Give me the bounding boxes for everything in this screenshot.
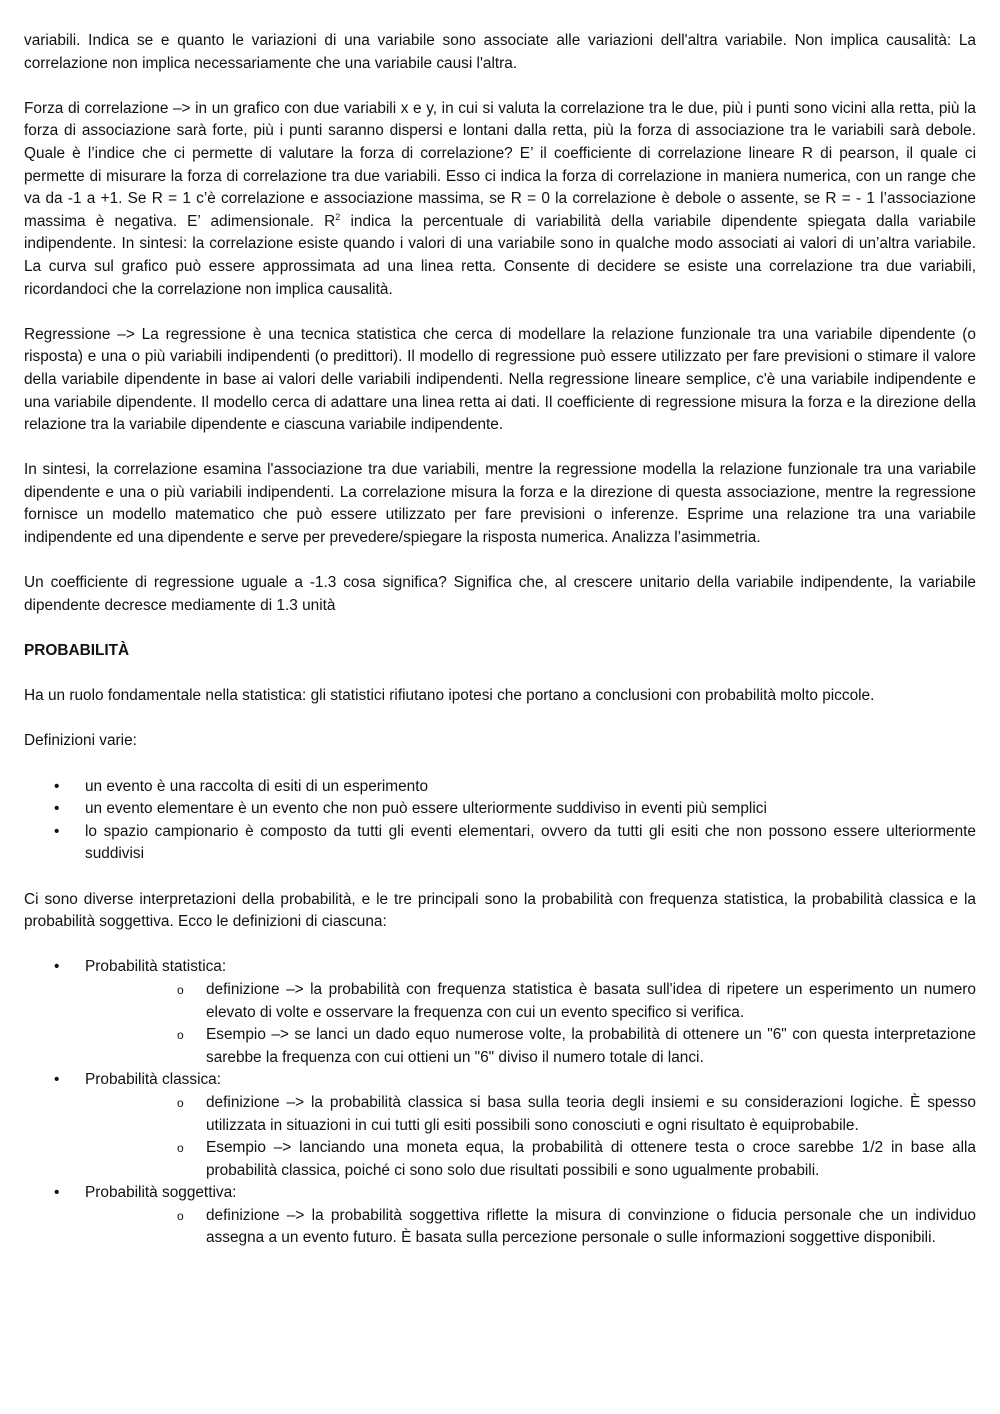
section-heading-probability: PROBABILITÀ xyxy=(24,642,130,660)
paragraph-summary: In sintesi, la correlazione esamina l'associazione tra due variabili, mentre la regressione modella la relazione funzionale tra una variabile dipendente e una o più variabili indipendenti. La correlazione misura la forza e la direzione di questa associazione, mentre la regressione fornisce un modello matematico che può essere utilizzato per fare previsioni o inferenze. Esprime una relazione tra una variabile indipendente ed una dipendente e serve per prevedere/spiegare la risposta numerica. Analizza l’asimmetria. xyxy=(24,461,976,547)
sub-list-item xyxy=(24,1092,976,1137)
list-item xyxy=(24,798,976,821)
bullet-icon: • xyxy=(54,958,60,976)
bullet-icon: • xyxy=(54,1184,60,1202)
bullet-icon: • xyxy=(54,1071,60,1089)
sub-list-item xyxy=(24,1137,976,1182)
list-item-text: un evento è una raccolta di esiti di un esperimento xyxy=(85,777,429,795)
bullet-icon: • xyxy=(54,822,60,840)
list-item xyxy=(24,776,976,799)
paragraph-definitions-label: Definizioni varie: xyxy=(24,732,137,750)
sub-list xyxy=(85,1092,976,1182)
probability-types-list xyxy=(24,956,976,1250)
paragraph-probability-intro: Ha un ruolo fondamentale nella statistica: gli statistici rifiutano ipotesi che portano a conclusioni con probabilità molto piccole. xyxy=(24,687,875,705)
definitions-list xyxy=(24,776,976,866)
sub-list-item xyxy=(24,1205,976,1250)
paragraph-correlation-intro: variabili. Indica se e quanto le variazioni di una variabile sono associate alle variazioni dell'altra variabile. Non implica causalità: La correlazione non implica necessariamente che una variabile causi l'altra. xyxy=(24,32,976,72)
correlation-strength-text-cont: indica la percentuale di variabilità della variabile dipendente spiegata dalla variabile indipendente. In sintesi: la correlazione esiste quando i valori di una variabile sono in qualche modo associati ai valori di un’altra variabile. La curva sul grafico può essere approssimata ad una linea retta. Consente di decidere se esiste una correlazione tra due variabili, ricordandoci che la correlazione non implica causalità. xyxy=(24,212,976,298)
paragraph-correlation-strength xyxy=(24,98,976,301)
sub-item-text: definizione –> la probabilità con frequenza statistica è basata sull'idea di ripetere un esperimento un numero elevato di volte e osservare la frequenza con cui un evento specifico si verifica. xyxy=(206,980,976,1021)
circle-bullet-icon: o xyxy=(177,1095,184,1110)
bullet-icon: • xyxy=(54,777,60,795)
sub-item-text: definizione –> la probabilità classica si basa sulla teoria degli insiemi e su considerazioni logiche. È spesso utilizzata in situazioni in cui tutti gli esiti possibili sono conosciuti e ogni risultato è equiprobabile. xyxy=(206,1093,976,1134)
probability-type-soggettiva xyxy=(24,1182,976,1250)
superscript-2: 2 xyxy=(335,211,341,222)
list-item-text: lo spazio campionario è composto da tutti gli eventi elementari, ovvero da tutti gli esiti che non possono essere ulteriormente suddivisi xyxy=(85,822,976,863)
bullet-icon: • xyxy=(54,800,60,818)
probability-type-title: Probabilità classica: xyxy=(85,1071,222,1089)
list-item xyxy=(24,821,976,866)
sub-list-item xyxy=(24,1024,976,1069)
paragraph-regression-coefficient: Un coefficiente di regressione uguale a -1.3 cosa significa? Significa che, al crescere unitario della variabile indipendente, la variabile dipendente decresce mediamente di 1.3 unità xyxy=(24,574,976,614)
sub-item-text: definizione –> la probabilità soggettiva riflette la misura di convinzione o fiducia personale che un individuo assegna a un evento futuro. È basata sulla percezione personale o sulle informazioni soggettive disponibili. xyxy=(206,1206,976,1247)
circle-bullet-icon: o xyxy=(177,982,184,997)
correlation-strength-text: Forza di correlazione –> in un grafico con due variabili x e y, in cui si valuta la correlazione tra le due, più i punti sono vicini alla retta, più la forza di associazione sarà forte, più i punti saranno dispersi e lontani dalla retta, più la forza di associazione tra le variabili sarà debole. Quale è l’indice che ci permette di valutare la forza di correlazione? E’ il coefficiente di correlazione lineare R di pearson, il quale ci permette di misurare la forza di correlazione tra due variabili. Esso ci indica la forza di correlazione in maniera numerica, con un range che va da -1 a +1. Se R = 1 c’è correlazione e associazione massima, se R = 0 la correlazione è debole o assente, se R = - 1 l’associazione massima è negativa. E’ adimensionale. R xyxy=(24,99,976,230)
sub-item-text: Esempio –> lanciando una moneta equa, la probabilità di ottenere testa o croce sarebbe 1/2 in base alla probabilità classica, poiché ci sono solo due risultati possibili e sono ugualmente probabili. xyxy=(206,1139,976,1179)
probability-type-statistica xyxy=(24,956,976,1069)
circle-bullet-icon: o xyxy=(177,1141,184,1156)
sub-item-text: Esempio –> se lanci un dado equo numerose volte, la probabilità di ottenere un "6" con questa interpretazione sarebbe la frequenza con cui ottieni un "6" diviso il numero totale di lanci. xyxy=(206,1026,976,1066)
sub-list xyxy=(85,1205,976,1250)
sub-list-item xyxy=(24,979,976,1024)
paragraph-regression: Regressione –> La regressione è una tecnica statistica che cerca di modellare la relazione funzionale tra una variabile dipendente (o risposta) e una o più variabili indipendenti (o predittori). Il modello di regressione può essere utilizzato per fare previsioni o stimare il valore della variabile dipendente in base ai valori delle variabili indipendenti. Nella regressione lineare semplice, c'è una variabile indipendente e una variabile dipendente. Il modello cerca di adattare una linea retta ai dati. Il coefficiente di regressione misura la forza e la direzione della relazione tra la variabile dipendente e ciascuna variabile indipendente. xyxy=(24,325,976,434)
sub-list xyxy=(85,979,976,1069)
paragraph-interpretations: Ci sono diverse interpretazioni della probabilità, e le tre principali sono la probabilità con frequenza statistica, la probabilità classica e la probabilità soggettiva. Ecco le definizioni di ciascuna: xyxy=(24,890,976,931)
circle-bullet-icon: o xyxy=(177,1028,184,1043)
list-item-text: un evento elementare è un evento che non può essere ulteriormente suddiviso in eventi più semplici xyxy=(85,800,767,818)
probability-type-title: Probabilità statistica: xyxy=(85,958,227,976)
circle-bullet-icon: o xyxy=(177,1208,184,1223)
probability-type-title: Probabilità soggettiva: xyxy=(85,1184,237,1202)
probability-type-classica xyxy=(24,1069,976,1182)
